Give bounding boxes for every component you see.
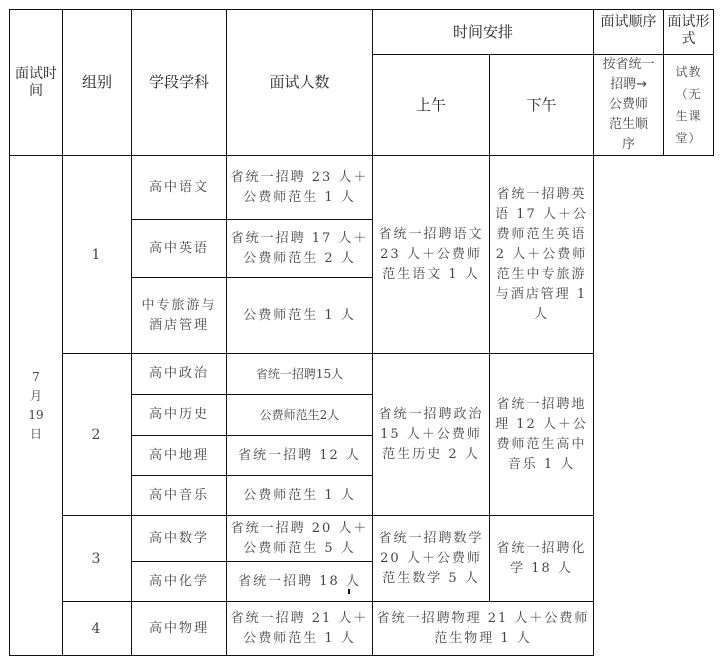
table-row [10,156,714,220]
afternoon-cell: 省统一招聘英语 17 人＋公费师范生英语 2 人＋公费师范生中专旅游与酒店管理 1 人 [490,156,594,354]
table-row [10,516,714,562]
count-cell: 公费师范生 1 人 [227,476,373,516]
group-number: 3 [63,516,132,602]
full-day-cell: 省统一招聘物理 21 人＋公费师范生物理 1 人 [373,602,594,656]
stray-mark [348,589,350,594]
subject-cell: 中专旅游与酒店管理 [132,278,227,354]
morning-cell: 省统一招聘数学 20 人＋公费师范生数学 5 人 [373,516,490,602]
interview-date-cell: 7 月 19 日 [10,156,63,656]
subject-cell: 高中数学 [132,516,227,562]
count-cell: 公费师范生2人 [227,395,373,436]
count-cell: 省统一招聘 18 人 [227,562,373,602]
header-morning: 上午 [373,55,490,156]
subject-cell: 高中政治 [132,354,227,395]
group-number: 4 [63,602,132,656]
interview-form-cell: 试教 （无 生课 堂） [664,55,714,156]
header-interview-form: 面试形式 [664,10,714,55]
afternoon-cell: 省统一招聘化学 18 人 [490,516,594,602]
subject-cell: 高中物理 [132,602,227,656]
header-interview-time: 面试时间 [10,10,63,156]
header-schedule: 时间安排 [373,10,594,55]
table-row [10,602,714,656]
header-afternoon: 下午 [490,55,594,156]
group-number: 2 [63,354,132,516]
count-cell: 省统一招聘 12 人 [227,436,373,476]
count-cell: 省统一招聘 23 人＋公费师范生 1 人 [227,156,373,220]
subject-cell: 高中语文 [132,156,227,220]
count-cell: 公费师范生 1 人 [227,278,373,354]
subject-cell: 高中地理 [132,436,227,476]
subject-cell: 高中英语 [132,220,227,278]
interview-schedule-table [9,9,714,656]
count-cell: 省统一招聘 17 人＋公费师范生 2 人 [227,220,373,278]
header-subject: 学段学科 [132,10,227,156]
subject-cell: 高中历史 [132,395,227,436]
table-row [10,354,714,395]
morning-cell: 省统一招聘政治 15 人＋公费师范生历史 2 人 [373,354,490,516]
header-group: 组别 [63,10,132,156]
header-interview-order: 面试顺序 [594,10,664,55]
count-cell: 省统一招聘15人 [227,354,373,395]
afternoon-cell: 省统一招聘地理 12 人＋公费师范生高中音乐 1 人 [490,354,594,516]
subject-cell: 高中音乐 [132,476,227,516]
header-interview-count: 面试人数 [227,10,373,156]
group-number: 1 [63,156,132,354]
count-cell: 省统一招聘 21 人＋公费师范生 1 人 [227,602,373,656]
count-cell: 省统一招聘 20 人＋公费师范生 5 人 [227,516,373,562]
subject-cell: 高中化学 [132,562,227,602]
morning-cell: 省统一招聘语文 23 人＋公费师范生语文 1 人 [373,156,490,354]
interview-order-cell: 按省统一 招聘→ 公费师 范生顺 序 [594,55,664,156]
